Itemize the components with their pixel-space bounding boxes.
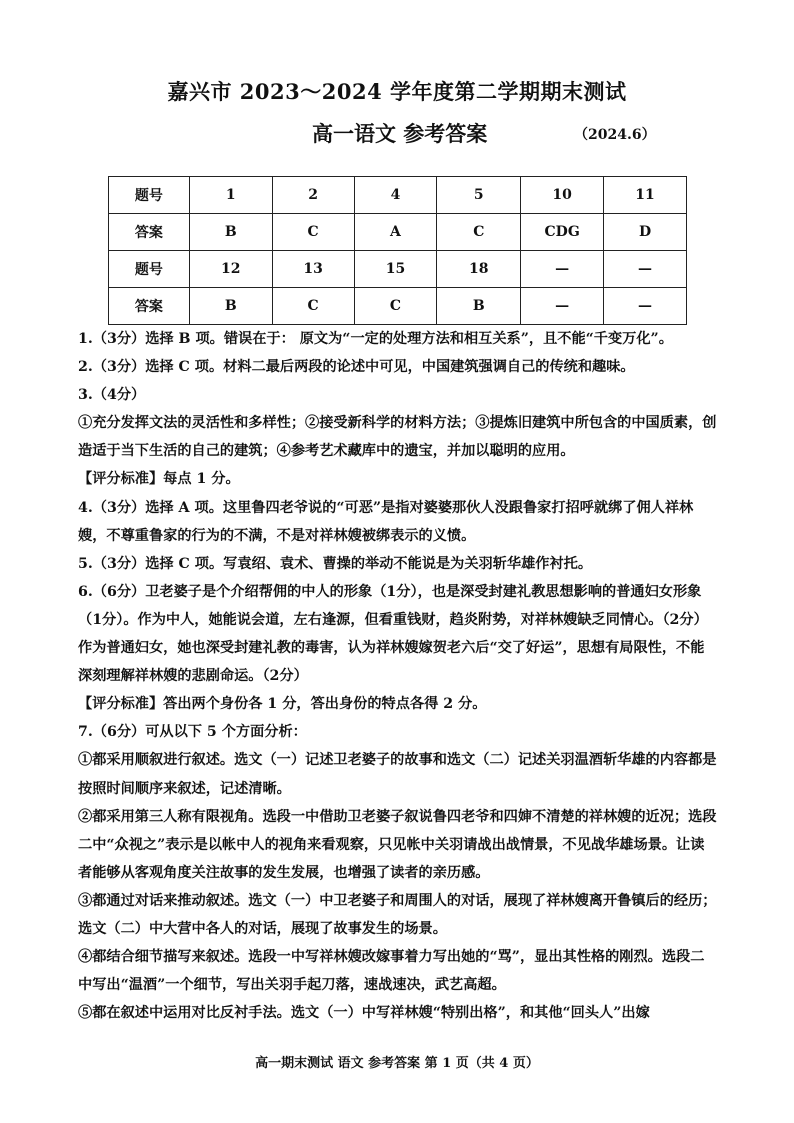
table-cell: D [604,214,687,251]
table-cell: C [354,288,437,325]
answer-q7-point-1: ①都采用顺叙进行叙述。选文（一）记述卫老婆子的故事和选文（二）记述关羽温酒斩华雄的内容都是按照时间顺序来叙述，记述清晰。 [78,752,717,797]
table-cell: 15 [354,251,437,288]
answer-q7-point-4: ④都结合细节描写来叙述。选段一中写祥林嫂改嫁事着力写出她的“骂”，显出其性格的刚烈。选段二中写出“温酒”一个细节，写出关羽手起刀落，速战速决，武艺高超。 [78,949,705,994]
answer-q4: 4.（3分）选择 A 项。这里鲁四老爷说的“可恶”是指对婆婆那伙人没跟鲁家打招呼就绑了佣人祥林嫂，不尊重鲁家的行为的不满，不是对祥林嫂被绑表示的义愤。 [78,499,694,544]
table-cell: 答案 [109,288,190,325]
table-cell: C [437,214,521,251]
table-row [109,251,687,288]
table-cell: B [189,214,272,251]
page-title: 嘉兴市 2023～2024 学年度第二学期期末测试 [167,79,627,104]
table-cell: 10 [521,177,604,214]
table-cell: A [354,214,437,251]
table-cell: 答案 [109,214,190,251]
table-cell: 4 [354,177,437,214]
answer-explanations [78,325,718,1027]
answer-q7-point-3: ③都通过对话来推动叙述。选文（一）中卫老婆子和周围人的对话，展现了祥林嫂离开鲁镇后的经历；选文（二）中大营中各人的对话，展现了故事发生的场景。 [78,892,717,937]
page-subtitle: 高一语文 参考答案 [312,121,488,146]
table-cell: — [521,288,604,325]
answer-q7-point-5: ⑤都在叙述中运用对比反衬手法。选文（一）中写祥林嫂“特别出格”，和其他“回头人”出嫁 [78,1005,650,1022]
table-row [109,214,687,251]
answer-q7-point-2: ②都采用第三人称有限视角。选段一中借助卫老婆子叙说鲁四老爷和四婶不清楚的祥林嫂的近况；选段二中“众视之”表示是以帐中人的视角来看观察，只见帐中关羽请战出战情景，不见战华雄场景。让读者能够从客观角度关注故事的发生发展，也增强了读者的亲历感。 [78,808,717,881]
answer-q6: 6.（6分）卫老婆子是个介绍帮佣的中人的形象（1分），也是深受封建礼教思想影响的普通妇女形象（1分）。作为中人，她能说会道，左右逢源，但看重钱财，趋炎附势，对祥林嫂缺乏同情心。（2分）作为普通妇女，她也深受封建礼教的毒害，认为祥林嫂嫁贺老六后“交了好运”，思想有局限性，不能深刻理解祥林嫂的悲剧命运。（2分） [78,583,708,685]
subtitle-row [0,118,794,148]
table-cell: B [437,288,521,325]
answer-q2: 2.（3分）选择 C 项。材料二最后两段的论述中可见，中国建筑强调自己的传统和趣味。 [78,359,635,376]
table-cell: 11 [604,177,687,214]
answer-q5: 5.（3分）选择 C 项。写袁绍、袁术、曹操的举动不能说是为关羽斩华雄作衬托。 [78,555,593,572]
table-cell: 2 [272,177,354,214]
answer-q3-points: ①充分发挥文法的灵活性和多样性；②接受新科学的材料方法；③提炼旧建筑中所包含的中国质素，创造适于当下生活的自己的建筑；④参考艺术藏库中的遗宝，并加以聪明的应用。 [78,415,717,460]
page-footer: 高一期末测试 语文 参考答案 第 1 页（共 4 页） [255,1056,539,1071]
answer-q7-heading: 7.（6分）可从以下 5 个方面分析： [78,724,307,741]
table-cell: 12 [189,251,272,288]
table-cell: — [604,288,687,325]
answer-q1: 1.（3分）选择 B 项。错误在于： 原文为“一定的处理方法和相互关系”，且不能“千变万化”。 [78,331,673,347]
scoring-note-q6: 【评分标准】答出两个身份各 1 分，答出身份的特点各得 2 分。 [78,696,487,713]
table-cell: 5 [437,177,521,214]
table-cell: C [272,288,354,325]
table-cell: 18 [437,251,521,288]
exam-date: （2024.6） [574,127,656,143]
table-row [109,288,687,325]
answer-table [108,176,687,325]
table-cell: — [604,251,687,288]
table-cell: C [272,214,354,251]
table-cell: B [189,288,272,325]
table-cell: 13 [272,251,354,288]
table-cell: — [521,251,604,288]
table-row [109,177,687,214]
table-cell: 题号 [109,251,190,288]
table-cell: 题号 [109,177,190,214]
table-cell: 1 [189,177,272,214]
scoring-note-q3: 【评分标准】每点 1 分。 [78,471,240,488]
answer-q3-heading: 3.（4分） [78,387,146,404]
table-cell: CDG [521,214,604,251]
